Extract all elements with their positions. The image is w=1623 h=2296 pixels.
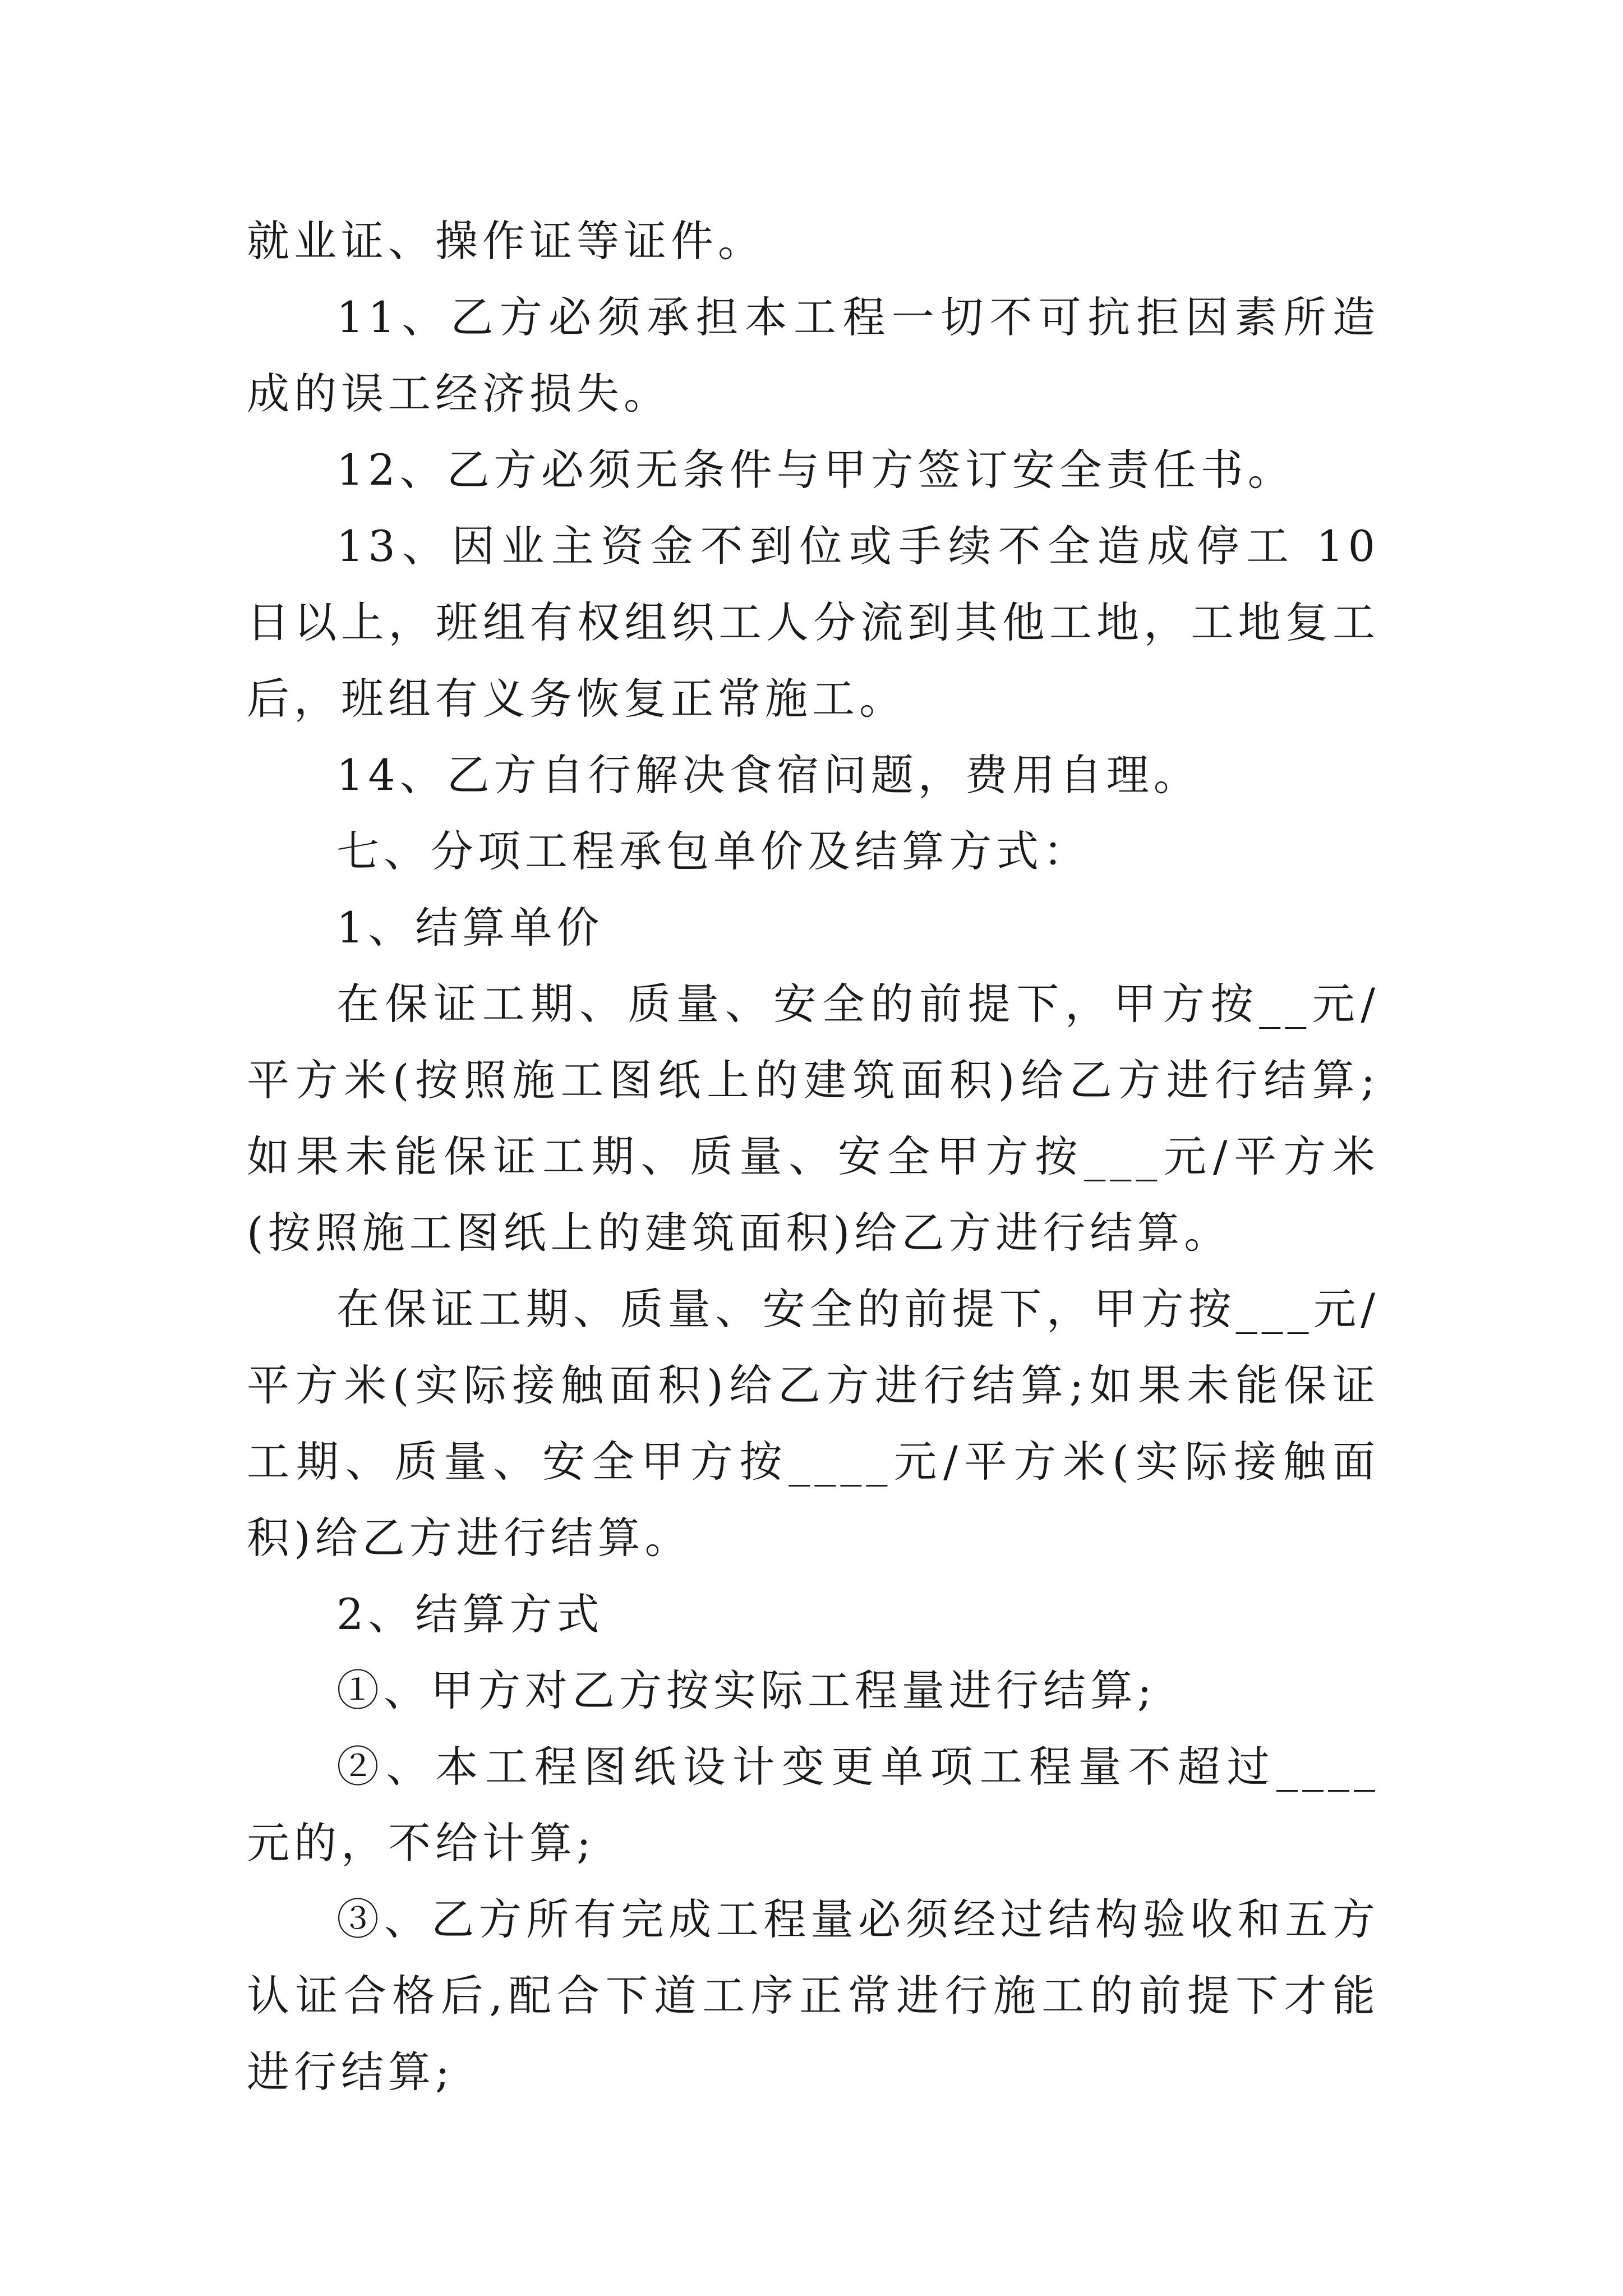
subheading-unit-price: 1、结算单价	[336, 903, 604, 953]
paragraph-method-1: ①、甲方对乙方按实际工程量进行结算;	[336, 1665, 1156, 1715]
paragraph-certificates: 就业证、操作证等证件。	[247, 216, 765, 266]
paragraph-price-building-area: 在保证工期、质量、安全的前提下，甲方按__元/平方米(按照施工图纸上的建筑面积)给乙方进行结算;如果未能保证工期、质量、安全甲方按___元/平方米(按照施工图纸上的建筑面积)给乙方进行结算。	[247, 979, 1380, 1258]
document-body	[247, 203, 1398, 2110]
paragraph-item-14: 14、乙方自行解决食宿问题，费用自理。	[336, 750, 1201, 800]
paragraph-item-11: 11、乙方必须承担本工程一切不可抗拒因素所造成的误工经济损失。	[247, 292, 1380, 418]
section-heading-7: 七、分项工程承包单价及结算方式：	[336, 826, 1090, 876]
paragraph-method-2: ②、本工程图纸设计变更单项工程量不超过____元的，不给计算;	[247, 1742, 1380, 1868]
paragraph-item-12: 12、乙方必须无条件与甲方签订安全责任书。	[336, 445, 1295, 495]
paragraph-price-contact-area: 在保证工期、质量、安全的前提下，甲方按___元/平方米(实际接触面积)给乙方进行结算;如果未能保证工期、质量、安全甲方按____元/平方米(实际接触面积)给乙方进行结算。	[247, 1284, 1380, 1563]
paragraph-method-3: ③、乙方所有完成工程量必须经过结构验收和五方认证合格后,配合下道工序正常进行施工的前提下才能进行结算;	[247, 1894, 1380, 2097]
paragraph-item-13: 13、因业主资金不到位或手续不全造成停工 10 日以上，班组有权组织工人分流到其他工地，工地复工后，班组有义务恢复正常施工。	[247, 521, 1398, 724]
subheading-settlement-method: 2、结算方式	[336, 1589, 604, 1639]
